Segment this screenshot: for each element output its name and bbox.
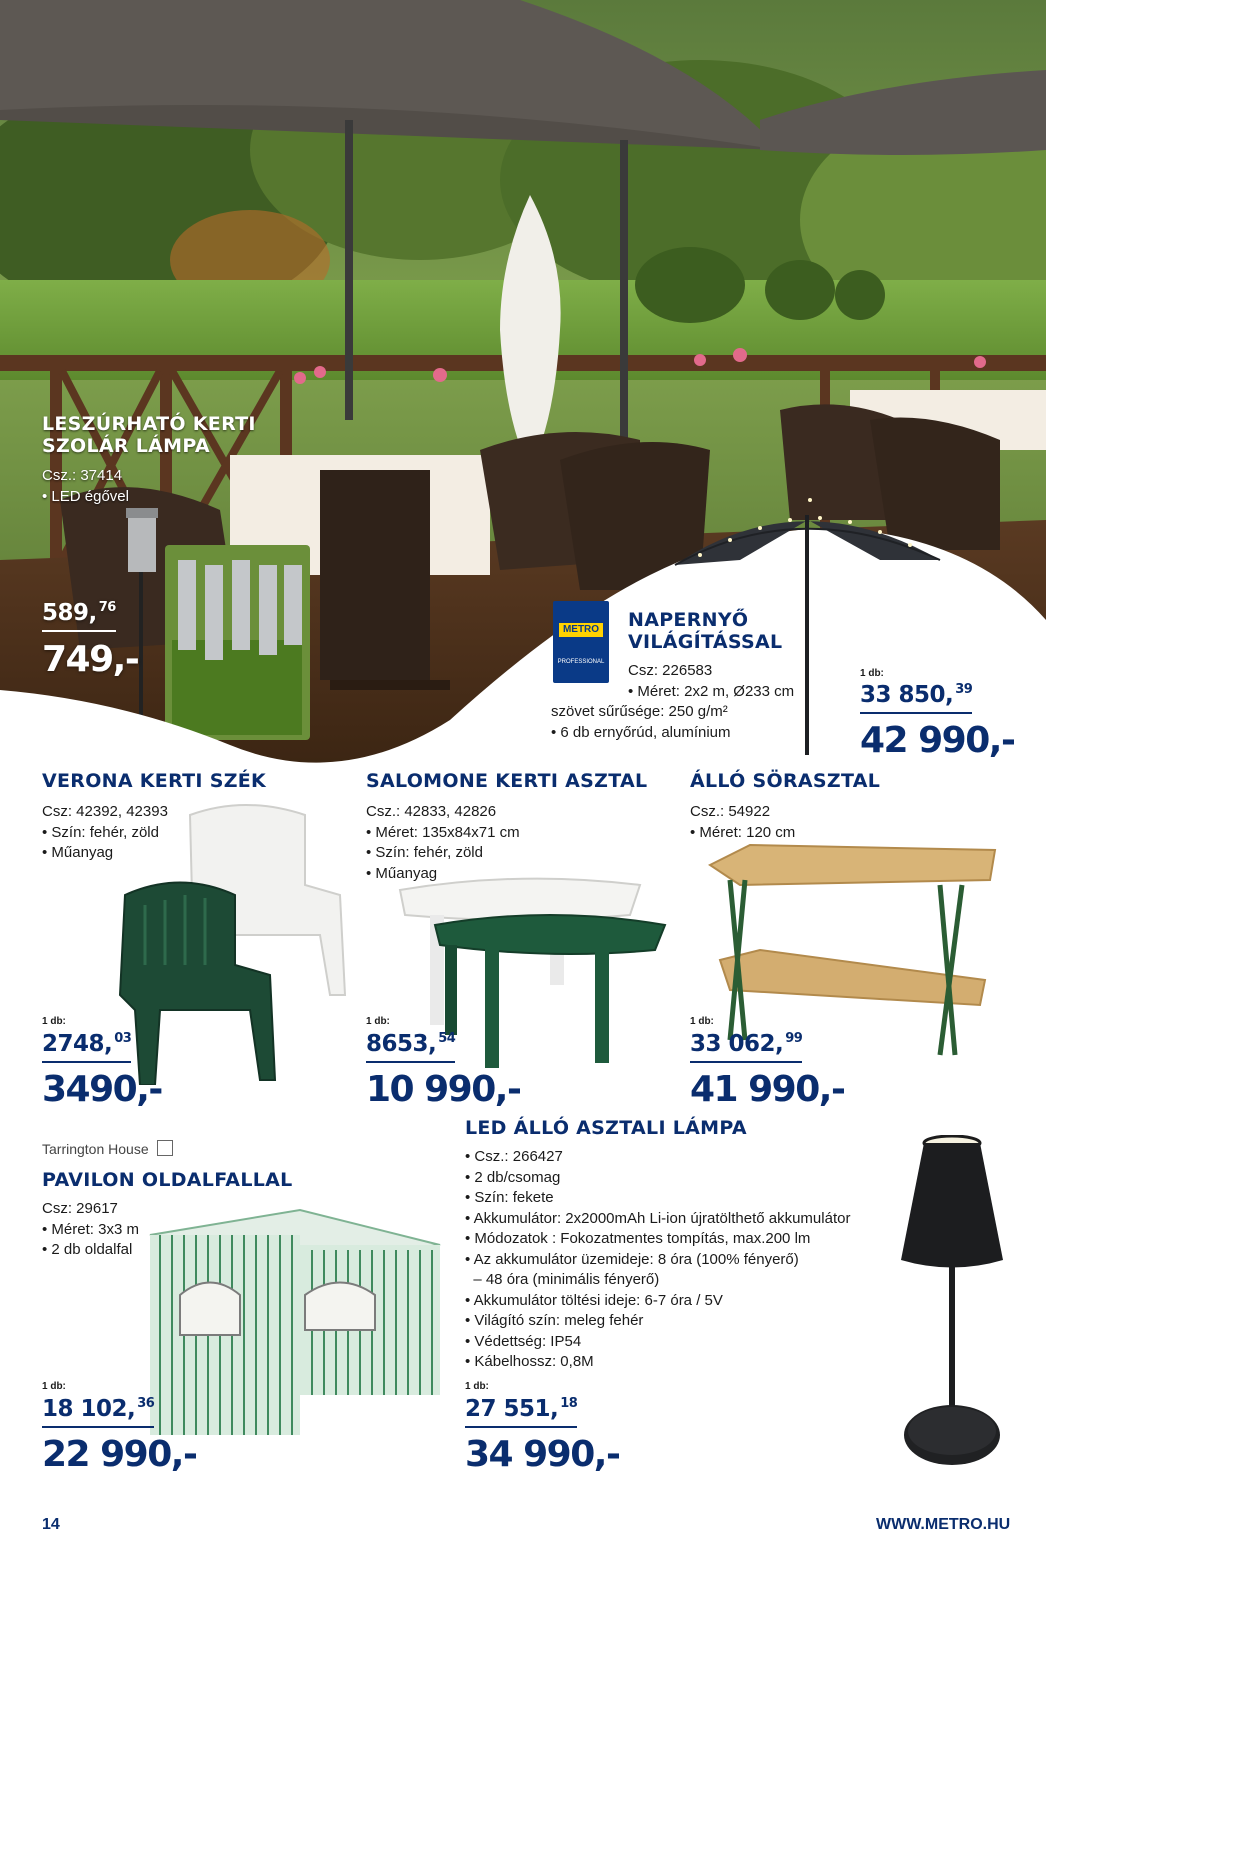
beer-table-gross-price: 41 990,- [690, 1069, 845, 1110]
led-lamp-title: LED ÁLLÓ ASZTALI LÁMPA [465, 1117, 747, 1139]
metro-logo-text: METRO [559, 623, 603, 637]
pavilion-qty: 1 db: [42, 1381, 66, 1392]
net-price-main: 8653, [366, 1031, 437, 1057]
net-price-cents: 76 [98, 600, 116, 615]
chair-spec: • Műanyag [42, 844, 114, 861]
table-title: SALOMONE KERTI ASZTAL [366, 770, 648, 792]
website-link[interactable]: WWW.METRO.HU [876, 1516, 1011, 1533]
net-price-main: 33 062, [690, 1031, 784, 1057]
pavilion-title: PAVILON OLDALFALLAL [42, 1169, 293, 1191]
table-net-price [366, 1031, 455, 1063]
led-lamp-spec: • Akkumulátor: 2x2000mAh Li-ion újratölthető akkumulátor [465, 1209, 851, 1227]
terrace-scene-image [0, 0, 1046, 780]
net-price-main: 589, [42, 600, 97, 626]
pavilion-image [140, 1205, 450, 1440]
solar-lamp-spec: • LED égővel [42, 487, 129, 505]
chair-spec: • Szín: fehér, zöld [42, 823, 159, 841]
umbrella-title-line1: NAPERNYŐ [628, 609, 749, 631]
umbrella-qty: 1 db: [860, 668, 884, 679]
net-price-cents: 54 [438, 1031, 456, 1046]
solar-lamp-title-line2: SZOLÁR LÁMPA [42, 435, 210, 457]
hero-photo [0, 0, 1046, 780]
chair-gross-price: 3490,- [42, 1069, 162, 1110]
led-lamp-spec: – 48 óra (minimális fényerő) [465, 1271, 660, 1288]
umbrella-spec: Csz: 226583 [628, 662, 713, 679]
beer-table-spec: Csz.: 54922 [690, 803, 771, 820]
table-qty: 1 db: [366, 1016, 390, 1027]
tarrington-house-brand [42, 1140, 173, 1157]
pavilion-specs [42, 1199, 139, 1261]
beer-table-title: ÁLLÓ SÖRASZTAL [690, 770, 881, 792]
beer-table-net-price [690, 1031, 802, 1063]
net-price-cents: 39 [955, 682, 973, 697]
net-price-cents: 18 [560, 1396, 578, 1411]
led-lamp-spec: • Kábelhossz: 0,8M [465, 1353, 594, 1370]
solar-lamp-title-line1: LESZÚRHATÓ KERTI [42, 413, 256, 435]
net-price-main: 33 850, [860, 682, 954, 708]
pavilion-net-price [42, 1396, 154, 1428]
beer-table-spec: • Méret: 120 cm [690, 823, 796, 841]
umbrella-gross-price: 42 990,- [860, 720, 1015, 761]
led-lamp-spec: • Csz.: 266427 [465, 1148, 563, 1165]
net-price-cents: 99 [785, 1031, 803, 1046]
chair-title: VERONA KERTI SZÉK [42, 770, 267, 792]
led-lamp-spec: • 2 db/csomag [465, 1168, 561, 1186]
chair-net-price [42, 1031, 131, 1063]
table-spec: • Szín: fehér, zöld [366, 844, 483, 861]
beer-table-specs [690, 802, 795, 843]
net-price-main: 18 102, [42, 1396, 136, 1422]
led-lamp-spec: • Akkumulátor töltési ideje: 6-7 óra / 5V [465, 1291, 723, 1309]
net-price-main: 27 551, [465, 1396, 559, 1422]
net-price-main: 2748, [42, 1031, 113, 1057]
umbrella-specs-a [628, 661, 794, 702]
umbrella-spec: • 6 db ernyőrúd, alumínium [551, 723, 731, 741]
solar-lamp-specs [42, 466, 129, 507]
led-lamp-spec: • Módozatok : Fokozatmentes tompítás, max.200 lm [465, 1230, 811, 1247]
led-lamp-spec: • Világító szín: meleg fehér [465, 1312, 644, 1329]
umbrella-title-line2: VILÁGÍTÁSSAL [628, 631, 783, 653]
umbrella-title [628, 609, 782, 653]
table-spec: • Méret: 135x84x71 cm [366, 823, 520, 841]
chair-qty: 1 db: [42, 1016, 66, 1027]
chair-spec: Csz: 42392, 42393 [42, 803, 168, 820]
table-specs [366, 802, 520, 884]
beer-table-qty: 1 db: [690, 1016, 714, 1027]
led-lamp-spec: • Az akkumulátor üzemideje: 8 óra (100% fényerő) [465, 1250, 799, 1268]
solar-lamp-gross-price: 749,- [42, 639, 139, 680]
pavilion-spec: Csz: 29617 [42, 1200, 118, 1217]
solar-lamp-title [42, 413, 256, 457]
solar-lamp-spec: Csz.: 37414 [42, 467, 123, 484]
led-lamp-spec: • Védettség: IP54 [465, 1332, 582, 1350]
table-spec: • Műanyag [366, 864, 438, 882]
umbrella-spec: szövet sűrűsége: 250 g/m² [551, 703, 728, 720]
net-price-cents: 03 [114, 1031, 132, 1046]
page-number: 14 [42, 1516, 60, 1533]
led-lamp-image [895, 1135, 1010, 1470]
led-lamp-spec: • Szín: fekete [465, 1189, 554, 1206]
umbrella-net-price [860, 682, 972, 714]
brand-name: Tarrington House [42, 1141, 149, 1157]
table-spec: Csz.: 42833, 42826 [366, 803, 497, 820]
led-lamp-qty: 1 db: [465, 1381, 489, 1392]
table-gross-price: 10 990,- [366, 1069, 521, 1110]
pavilion-spec: • 2 db oldalfal [42, 1241, 133, 1258]
umbrella-spec: • Méret: 2x2 m, Ø233 cm [628, 682, 795, 700]
pavilion-spec: • Méret: 3x3 m [42, 1220, 139, 1238]
led-lamp-gross-price: 34 990,- [465, 1434, 620, 1475]
pavilion-gross-price: 22 990,- [42, 1434, 197, 1475]
metro-professional-logo [553, 601, 609, 683]
net-price-cents: 36 [137, 1396, 155, 1411]
house-icon [157, 1140, 173, 1156]
led-lamp-net-price [465, 1396, 577, 1428]
metro-logo-subtext: PROFESSIONAL [557, 659, 605, 665]
solar-lamp-net-price [42, 600, 116, 632]
chair-specs [42, 802, 168, 864]
led-lamp-specs [465, 1147, 850, 1373]
umbrella-specs-b [551, 702, 731, 743]
